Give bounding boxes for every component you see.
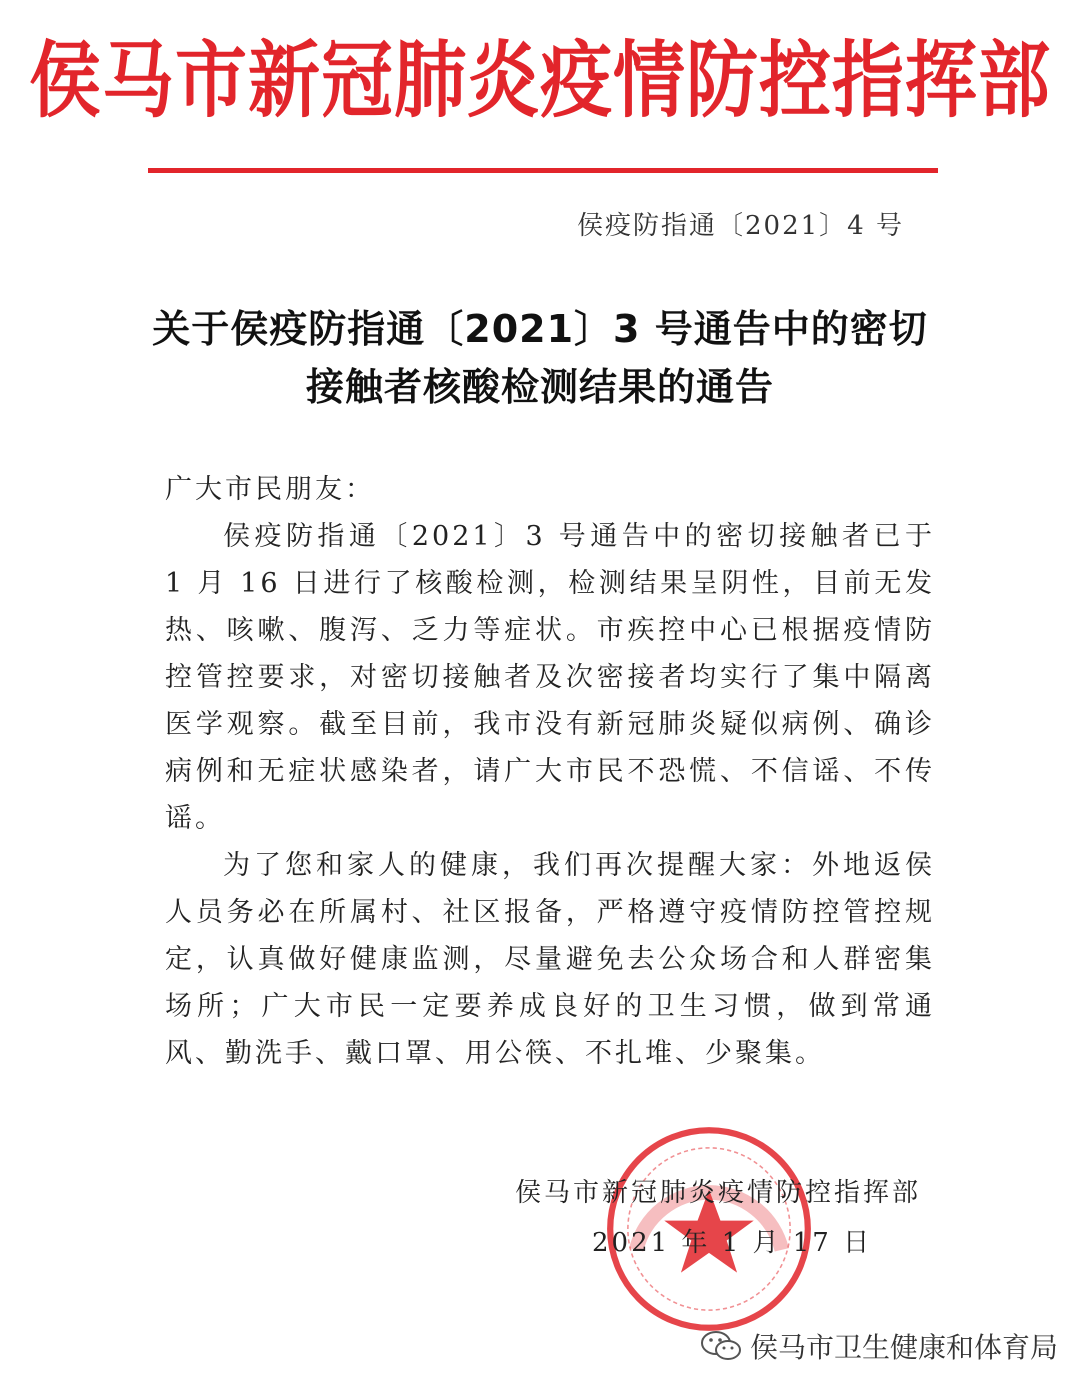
notice-title-line-1: 关于侯疫防指通〔2021〕3 号通告中的密切	[152, 307, 928, 351]
document-number: 侯疫防指通〔2021〕4 号	[577, 211, 904, 241]
notice-title-line-2: 接触者核酸检测结果的通告	[305, 365, 774, 409]
paragraph-1: 侯疫防指通〔2021〕3 号通告中的密切接触者已于 1 月 16 日进行了核酸检测，检测结果呈阴性，目前无发热、咳嗽、腹泻、乏力等症状。市疾控中心已根据疫情防控管控要求，对密切接触者及次密接者均实行了集中隔离医学观察。截至目前，我市没有新冠肺炎疑似病例、确诊病例和无症状感染者，请广大市民不恐慌、不信谣、不传谣。	[165, 521, 935, 834]
salutation: 广大市民朋友：	[165, 474, 375, 505]
watermark-text: 侯马市卫生健康和体育局	[750, 1331, 1059, 1364]
notice-title	[0, 300, 1080, 416]
issue-date: 2021 年 1 月 17 日	[592, 1228, 873, 1258]
wechat-icon	[700, 1329, 742, 1363]
org-header-title: 侯马市新冠肺炎疫情防控指挥部	[28, 31, 1051, 129]
notice-body	[165, 466, 935, 1077]
red-divider	[148, 168, 938, 173]
paragraph-2: 为了您和家人的健康，我们再次提醒大家：外地返侯人员务必在所属村、社区报备，严格遵守疫情防控管控规定，认真做好健康监测，尽量避免去公众场合和人群密集场所；广大市民一定要养成良好的卫生习惯，做到常通风、勤洗手、戴口罩、用公筷、不扎堆、少聚集。	[165, 850, 935, 1069]
signature-org: 侯马市新冠肺炎疫情防控指挥部	[515, 1178, 922, 1208]
